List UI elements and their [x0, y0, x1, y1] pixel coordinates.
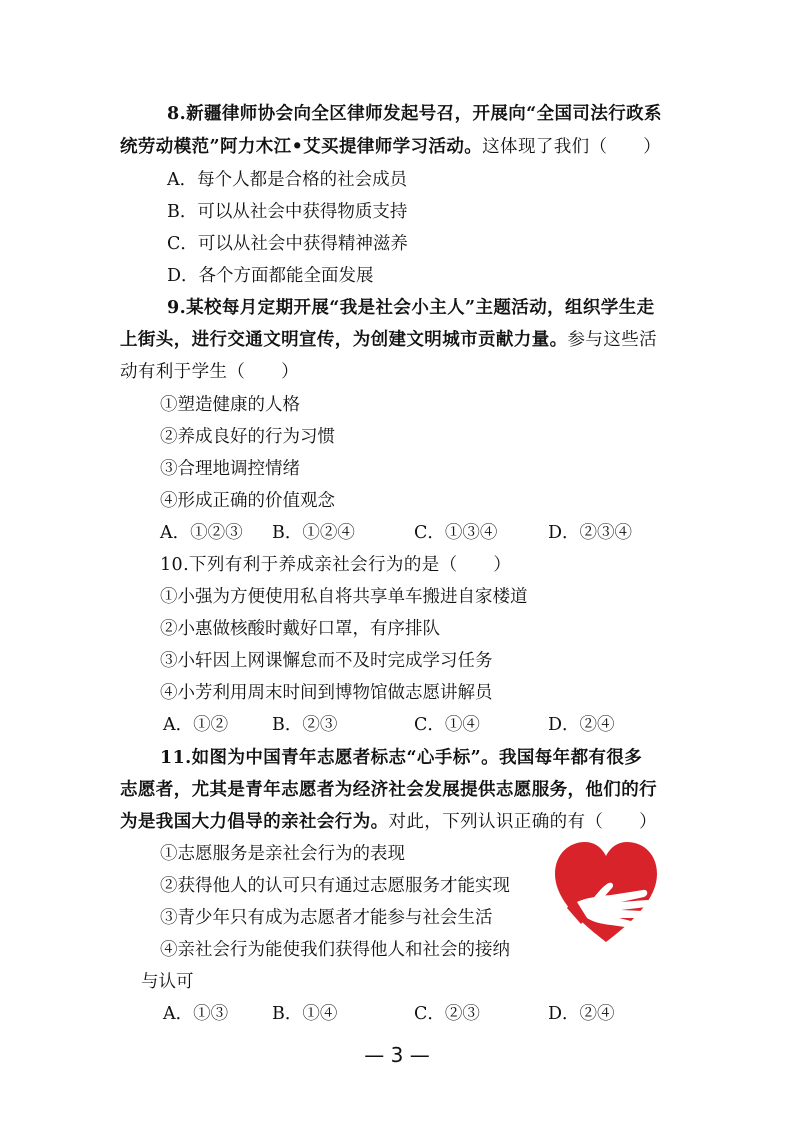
q9-choice-b: B．①②④: [272, 523, 355, 543]
q8-stem-line2: [120, 137, 661, 157]
q11-stem-line1: 11.如图为中国青年志愿者标志“心手标”。我国每年都有很多: [160, 748, 643, 768]
q8-stem-line1: 8.新疆律师协会向全区律师发起号召，开展向“全国司法行政系: [167, 104, 662, 124]
q8-stem-line2-bold: 统劳动模范”阿力木江•艾买提律师学习活动。: [120, 137, 483, 157]
q10-stem: 10.下列有利于养成亲社会行为的是（ ）: [160, 555, 512, 575]
q11-stem-line3-tail: 对此，下列认识正确的有（ ）: [388, 812, 657, 832]
q8-option-b: B．可以从社会中获得物质支持: [167, 202, 408, 222]
q8-stem-line2-tail: 这体现了我们（ ）: [482, 137, 662, 157]
q11-item-1: ①志愿服务是亲社会行为的表现: [160, 844, 405, 864]
q8-option-d: D．各个方面都能全面发展: [167, 266, 374, 286]
q10-item-3: ③小轩因上网课懈怠而不及时完成学习任务: [160, 651, 493, 671]
q11-choice-d: D．②④: [548, 1004, 615, 1024]
q11-item-4: ④亲社会行为能使我们获得他人和社会的接纳: [160, 940, 510, 960]
q8-option-c: C．可以从社会中获得精神滋养: [167, 234, 408, 254]
q10-item-4: ④小芳利用周末时间到博物馆做志愿讲解员: [160, 683, 493, 703]
q11-item-4-cont: 与认可: [141, 972, 194, 992]
q9-item-3: ③合理地调控情绪: [160, 459, 300, 479]
q11-choice-b: B．①④: [272, 1004, 338, 1024]
q10-choice-d: D．②④: [548, 715, 615, 735]
q9-stem-line1: 9.某校每月定期开展“我是社会小主人”主题活动，组织学生走: [167, 298, 655, 318]
heart-hand-volunteer-logo-icon: [551, 838, 661, 948]
q10-item-2: ②小惠做核酸时戴好口罩，有序排队: [160, 619, 440, 639]
q10-choice-a: A．①②: [163, 715, 229, 735]
q10-choice-b: B．②③: [272, 715, 338, 735]
q11-choice-c: C．②③: [414, 1004, 480, 1024]
q11-stem-line3-bold: 为是我国大力倡导的亲社会行为。: [120, 812, 389, 832]
q8-option-a: A．每个人都是合格的社会成员: [167, 170, 408, 190]
q9-stem-line3: 动有利于学生（ ）: [120, 362, 299, 382]
q11-choice-a: A．①③: [163, 1004, 229, 1024]
page-number: — 3 —: [364, 1043, 430, 1067]
q11-stem-line2: 志愿者，尤其是青年志愿者为经济社会发展提供志愿服务，他们的行: [120, 780, 657, 800]
q11-stem-line3: [120, 812, 657, 832]
q9-choice-d: D．②③④: [548, 523, 633, 543]
q9-item-4: ④形成正确的价值观念: [160, 491, 335, 511]
q10-item-1: ①小强为方便使用私自将共享单车搬进自家楼道: [160, 587, 528, 607]
q9-item-2: ②养成良好的行为习惯: [160, 427, 335, 447]
q11-item-2: ②获得他人的认可只有通过志愿服务才能实现: [160, 876, 510, 896]
q9-stem-line2-bold: 上街头，进行交通文明宣传，为创建文明城市贡献力量。: [120, 330, 568, 350]
q10-choice-c: C．①④: [414, 715, 480, 735]
q9-stem-line2: [120, 330, 657, 350]
q9-choice-a: A．①②③: [160, 523, 243, 543]
q11-item-3: ③青少年只有成为志愿者才能参与社会生活: [160, 908, 493, 928]
q9-stem-line2-tail: 参与这些活: [567, 330, 657, 350]
q9-choice-c: C．①③④: [414, 523, 498, 543]
q9-item-1: ①塑造健康的人格: [160, 395, 300, 415]
